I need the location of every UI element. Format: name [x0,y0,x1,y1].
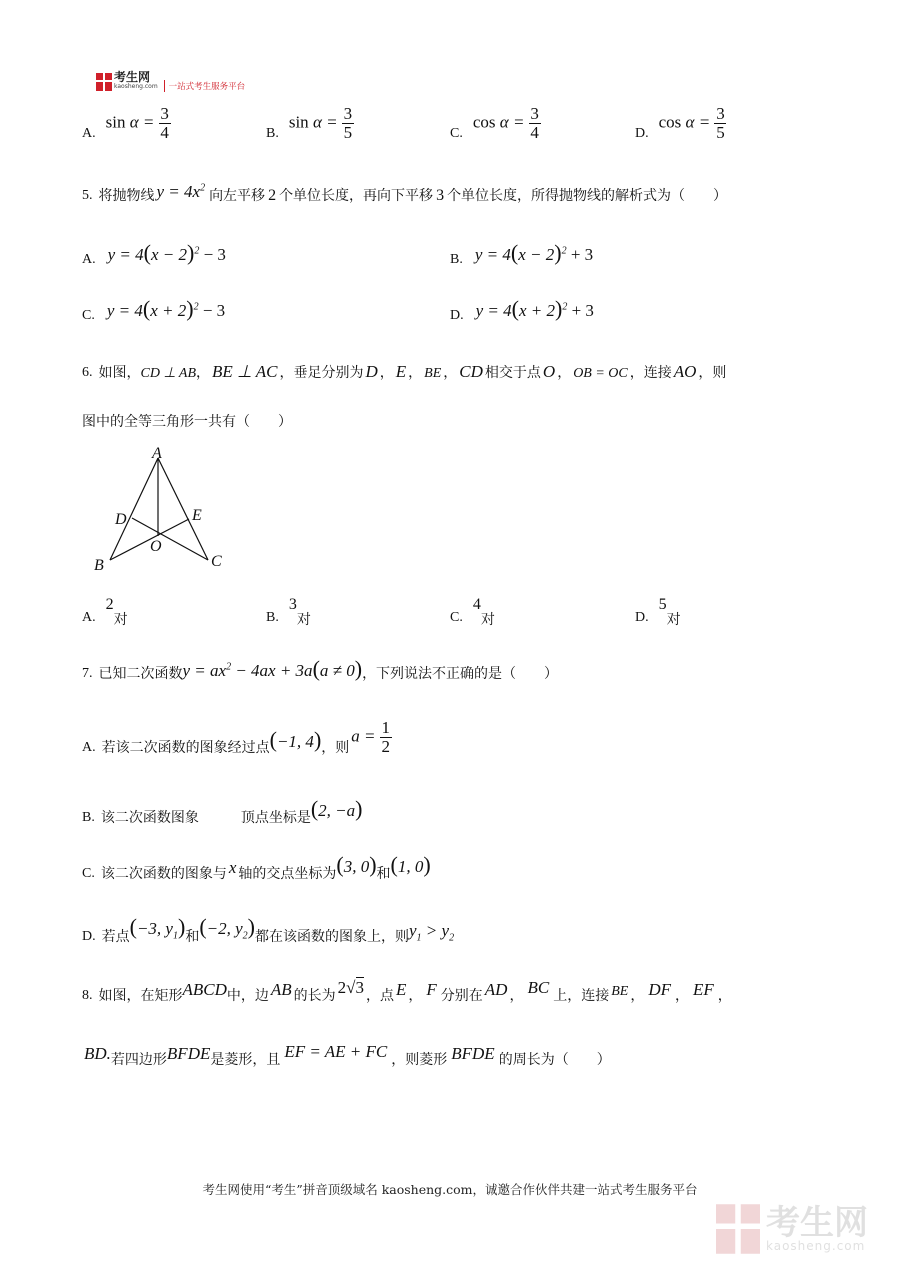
q7-a-text: ，则 [321,740,350,756]
question-number: 6. [82,365,93,380]
q5-tail: + 3 [567,301,594,320]
q6-text: ，连接 [629,365,672,381]
q6-text: 相交于点 [484,365,541,381]
q6-text: ， [196,365,210,381]
footer-text: 考生网使用“考生”拼音顶级域名 kaosheng.com，诚邀合作伙伴共建一站式考生服务平台 [202,1182,698,1197]
logo-slogan: 一站式考生服务平台 [164,80,246,92]
q7-option-d[interactable]: D. 若点 (−3, $y_1$) 和 (−2, $y_2$) 都在该函数的图象上，则 $y_1 > y_2$ [82,914,455,946]
q8-text: 中，边 [226,988,269,1004]
q5-option-c[interactable]: C. $y = 4(x + 2)^2 - 3$ [82,296,225,326]
q6-text: ， [379,365,394,381]
q6-triangle-figure [90,442,240,577]
option-value: 5 [658,596,667,613]
q8-text: 的周长为（ ） [498,1052,611,1068]
option-value: 3 [288,596,297,613]
q4-option-d[interactable]: D. cos α = $\frac{3}{5}$ [635,100,726,146]
option-letter: B. [266,126,279,141]
q4-option-b[interactable]: B. sin α = $\frac{3}{5}$ [266,100,354,146]
q5-option-a[interactable]: A. $y = 4(x - 2)^2 - 3$ [82,240,226,270]
label-b: B [94,557,104,574]
logo-icon [96,73,112,91]
q8-text: ，点 [366,988,395,1004]
option-letter: B. [266,610,279,625]
q5-tail: + 3 [566,245,594,264]
frac-den: 5 [343,122,353,142]
label-a: A [152,445,162,462]
q6-option-b[interactable] [266,596,311,630]
q5-expr: x + 2 [150,301,187,320]
option-letter: A. [82,610,96,625]
q8-text: ， [674,988,689,1004]
option-letter: C. [450,126,463,141]
watermark-domain: kaosheng.com [766,1239,866,1253]
option-letter: D. [82,929,96,945]
q7-b-text: 顶点坐标是 [240,810,311,826]
q5-shift-down: 3 [436,187,445,204]
option-letter: B. [450,252,463,267]
option-value: 2 [105,596,114,613]
q7-d-text: 若点 [101,929,130,946]
q5-option-d[interactable]: D. $y = 4(x + 2)^2 + 3$ [450,296,594,326]
option-letter: D. [450,308,464,323]
logo-domain: kaosheng.com [114,83,158,90]
q5-expr: x − 2 [150,245,188,264]
q8-text: 是菱形，且 [210,1052,281,1068]
frac-den: 5 [716,122,725,142]
q7-c-text: 轴的交点坐标为 [238,866,337,882]
q5-text: 个单位长度，再向下平移 [279,188,434,204]
option-unit: 对 [296,612,311,628]
q6-option-c[interactable] [450,596,495,630]
question-number: 8. [82,988,93,1003]
option-unit: 对 [113,612,128,628]
q5-tail: − 3 [199,245,226,264]
option-letter: A. [82,252,96,267]
option-letter: D. [635,610,649,625]
q5-text: 将抛物线 [98,188,155,204]
q7-d-text: 和 [185,929,200,946]
q5-shift-left: 2 [268,187,277,204]
trig-func: sin [288,111,309,131]
q7-c-text: 该二次函数的图象与 [100,866,227,882]
q7-option-a[interactable]: A. 若该二次函数的图象经过点 (−1, 4) ，则 a = $\frac{1}{2}$ [82,717,390,756]
q6-stem-line1: 6. 如图， CD ⊥ AB ， BE ⊥ AC ，垂足分别为 D ， E ， BE ， CD 相交于点 O ， OB = OC ，连接 AO ，则 [82,362,727,381]
question-number: 5. [82,188,93,203]
option-letter: D. [635,126,649,141]
watermark-logo-icon [716,1204,760,1254]
q6-text: 如图， [98,365,141,381]
frac-num: 3 [530,103,539,123]
q8-text: 上，连接 [553,988,610,1004]
q7-text: ，下列说法不正确的是（ ） [362,666,559,682]
option-letter: C. [82,866,95,881]
label-e: E [192,507,202,524]
frac-den: 4 [160,122,169,142]
q8-text: 的长为 [293,988,336,1004]
q6-text: ，则 [698,365,727,381]
q5-expr: x + 2 [518,301,556,320]
q8-text: ， [630,988,645,1004]
q7-d-text: 都在该函数的图象上，则 [255,929,409,946]
q4-option-a[interactable]: A. sin α = $\frac{3}{4}$ [82,100,171,146]
q6-option-d[interactable] [635,596,681,630]
trig-func: cos [658,111,682,131]
q7-stem [82,656,558,684]
q6-text: ， [557,365,572,381]
q6-text: ， [443,365,458,381]
q7-function: $y = ax^2 - 4ax + 3a(a \ne 0)$ [182,656,363,681]
q4-option-c[interactable]: C. cos α = $\frac{3}{4}$ [450,100,541,146]
option-letter: B. [82,810,95,825]
logo-name: 考生网 [114,70,151,84]
q8-text: 若四边形 [110,1052,167,1068]
option-unit: 对 [666,612,681,628]
q5-stem [82,182,727,206]
q7-a-text: 若该二次函数的图象经过点 [101,740,270,756]
option-letter: C. [82,308,95,323]
question-number: 7. [82,666,93,681]
q8-text: ， [717,988,732,1004]
option-value: 4 [472,596,481,613]
q7-b-text: 该二次函数图象 [100,810,199,826]
q5-text: 向左平移 [209,188,266,204]
q5-tail: − 3 [198,301,226,320]
option-unit: 对 [480,612,495,628]
q6-text: ，垂足分别为 [279,365,364,381]
label-o: O [150,538,162,555]
trig-func: sin [105,111,126,131]
trig-func: cos [472,111,496,131]
q6-option-a[interactable] [82,596,128,630]
q8-text: ， [509,988,524,1004]
option-letter: C. [450,610,463,625]
q8-text: ， [408,988,423,1004]
q7-option-c[interactable]: C. 该二次函数的图象与 x 轴的交点坐标为 (3, 0) 和 (1, 0) [82,852,431,882]
q7-text: 已知二次函数 [98,666,183,682]
q8-text: ，则菱形 [391,1052,448,1068]
q8-text: 如图，在矩形 [98,988,183,1004]
header-logo [96,72,245,92]
q8-stem-line1: 8. 如图，在矩形 ABCD 中，边 AB 的长为 2√3 ，点 E ， F 分别在 AD ， BC 上，连接 BE ， DF ， EF ， [82,978,732,1004]
watermark-name: 考生网 [766,1203,868,1243]
frac-num: 3 [343,103,353,123]
footer-watermark [716,1204,868,1254]
q8-stem-line2: BD. 若四边形 BFDE 是菱形，且 EF = AE + FC ，则菱形 BFDE 的周长为（ ） [84,1042,611,1068]
q8-text: 分别在 [440,988,483,1004]
q7-option-b[interactable]: B. 该二次函数图象 顶点坐标是 (2, −a) [82,796,363,826]
option-letter: A. [82,126,96,141]
segment-cd [132,518,208,560]
q6-text: ， [408,365,423,381]
frac-den: 4 [530,122,539,142]
label-d: D [115,511,127,528]
q5-parabola: $y = 4x^2$ [156,182,206,201]
frac-num: 3 [716,103,725,123]
q5-option-b[interactable]: B. $y = 4(x - 2)^2 + 3$ [450,240,593,270]
frac-num: 3 [160,103,169,123]
q5-text: 个单位长度，所得抛物线的解析式为（ ） [447,188,728,204]
q7-c-text: 和 [376,866,391,882]
label-c: C [211,553,222,570]
q5-expr: x − 2 [518,245,555,264]
option-letter: A. [82,740,96,755]
q6-stem-line2: 图中的全等三角形一共有（ ） [82,414,292,430]
